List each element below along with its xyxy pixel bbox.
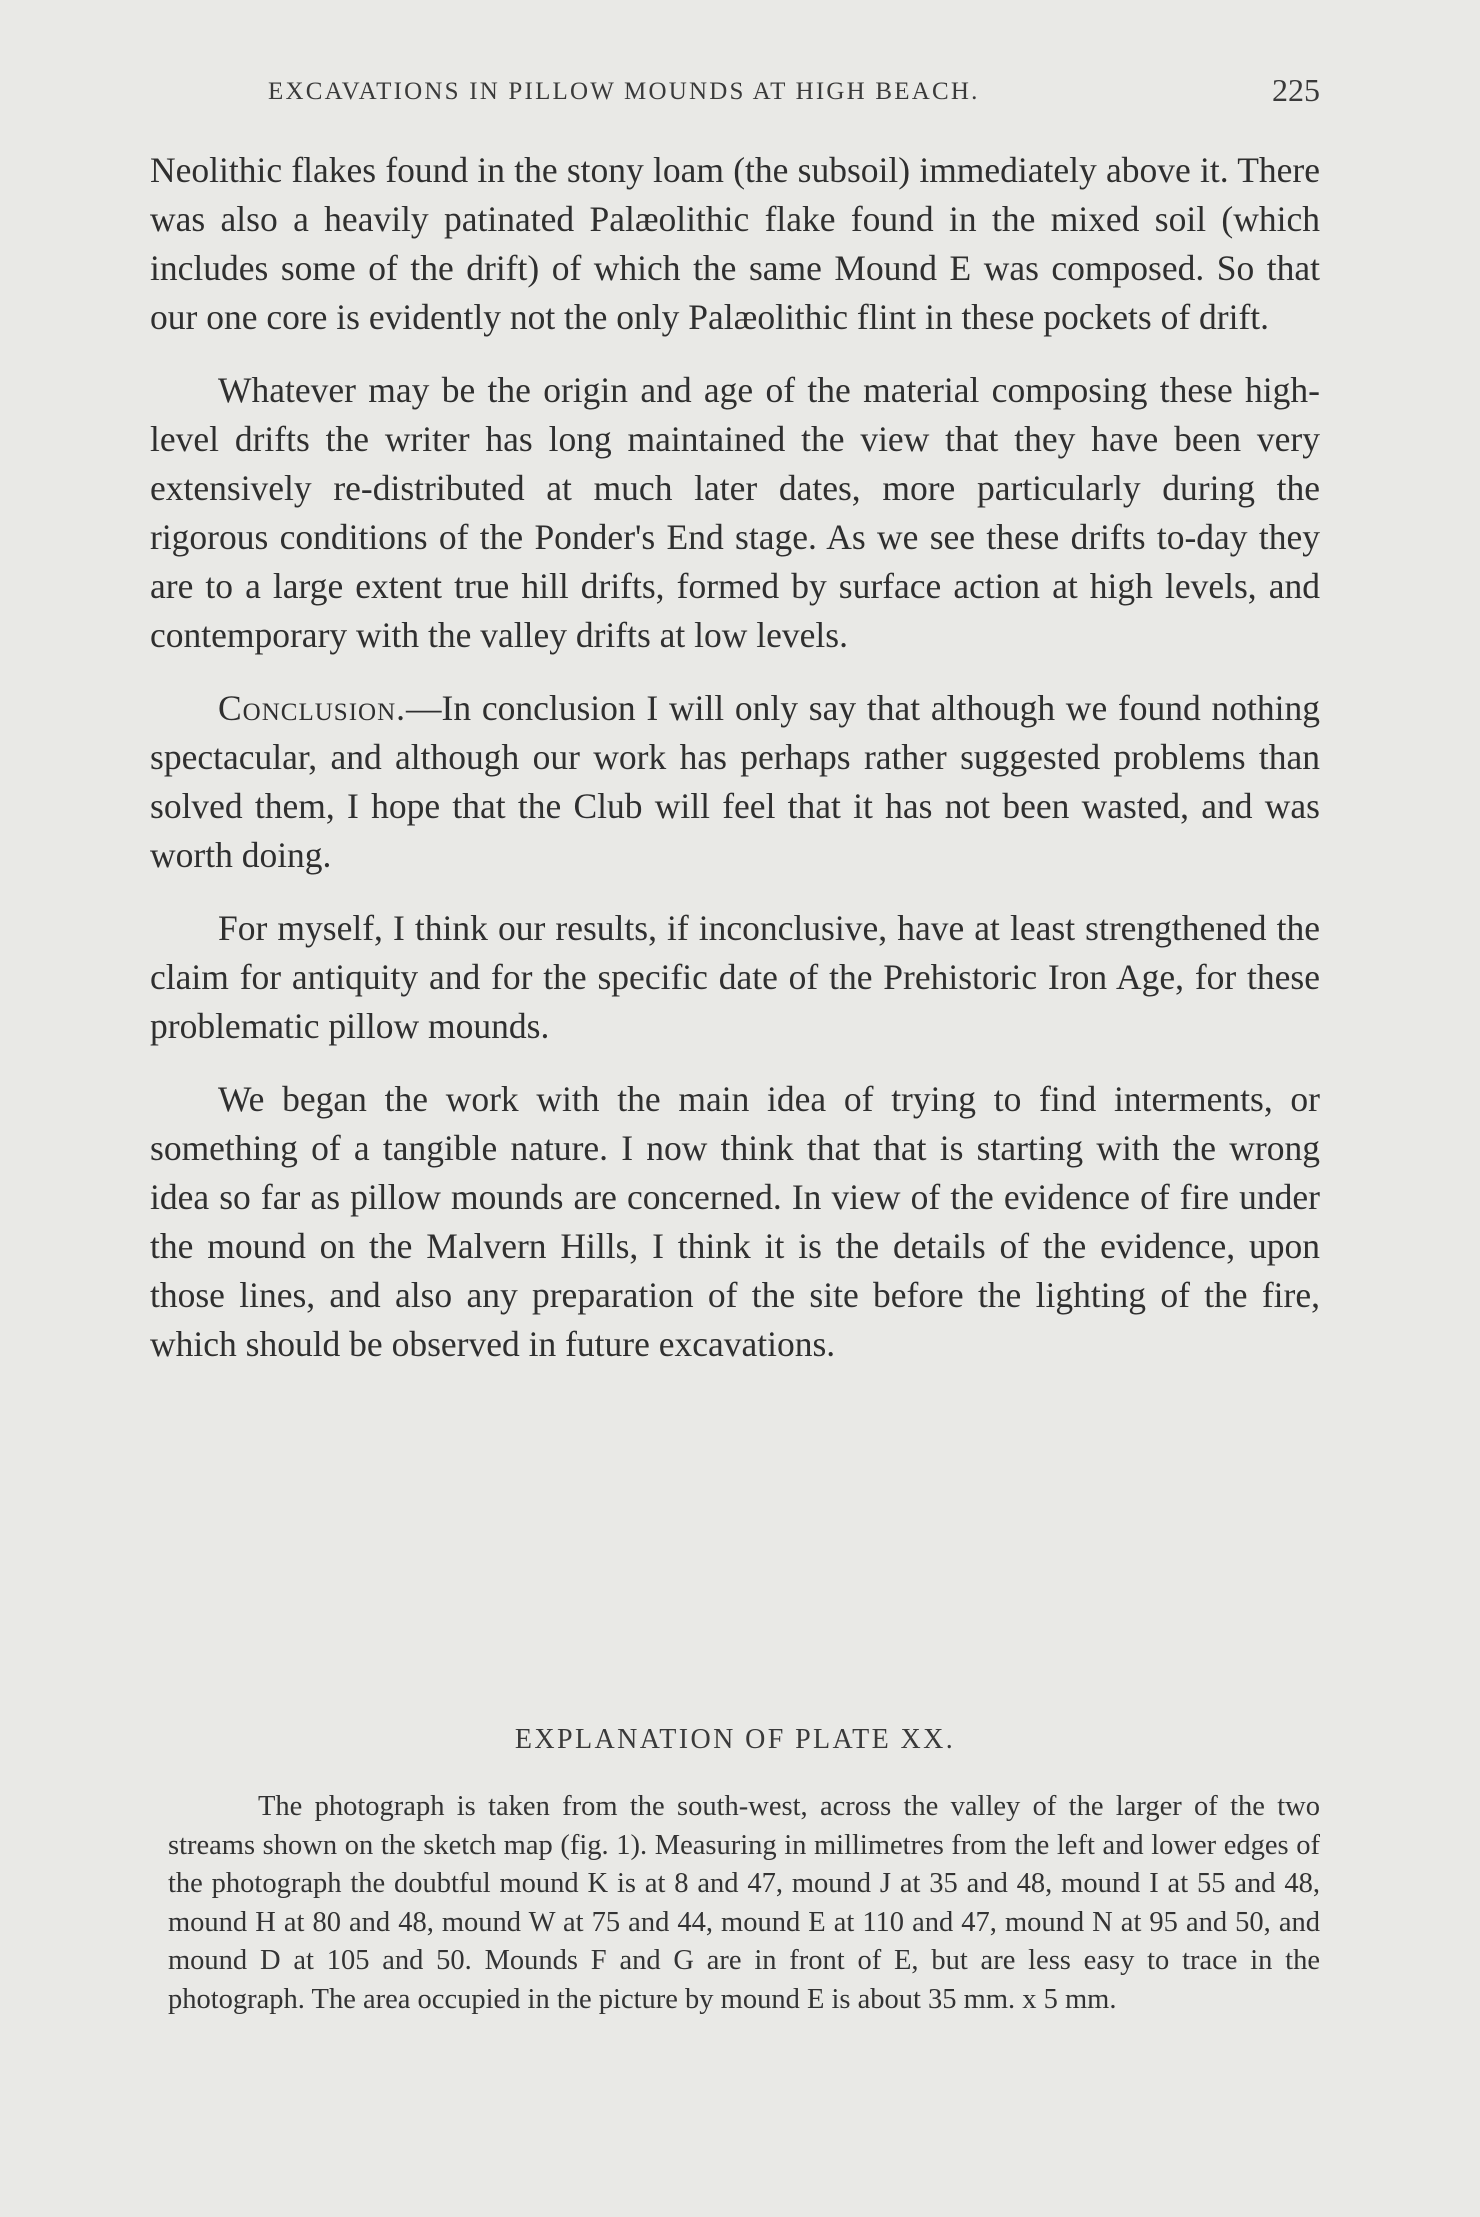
paragraph-results: For myself, I think our results, if inconclusive, have at least strengthened the claim for antiquity and for the specific date of the Prehistoric Iron Age, for these problematic pillow mounds. xyxy=(150,908,1320,1046)
paragraph-future-excavations: We began the work with the main idea of trying to find interments, or something of a tangible nature. I now think that that is starting with the wrong idea so far as pillow mounds are concerned. In view of the evidence of fire under the mound on the Malvern Hills, I think it is the details of the evidence, upon those lines, and also any preparation of the site before the lighting of the fire, which should be observed in future excavations. xyxy=(150,1079,1320,1364)
paragraph-neolithic-flakes: Neolithic flakes found in the stony loam (the subsoil) immediately above it. There was also a heavily patinated Palæolithic flake found in the mixed soil (which includes some of the drift) of which the same Mound E was composed. So that our one core is evidently not the only Palæolithic flint in these pockets of drift. xyxy=(150,150,1320,337)
body-text xyxy=(150,146,1320,1369)
plate-explanation-title: EXPLANATION OF PLATE XX. xyxy=(514,1724,956,1755)
conclusion-heading: Conclusion. xyxy=(218,688,406,728)
page-number: 225 xyxy=(1272,72,1320,108)
paragraph-high-level-drifts: Whatever may be the origin and age of the material composing these high-level drifts the writer has long maintained the view that they have been very extensively re-distributed at much later dates, more particularly during the rigorous conditions of the Ponder's End stage. As we see these drifts to-day they are to a large extent true hill drifts, formed by surface action at high levels, and contemporary with the valley drifts at low levels. xyxy=(150,370,1320,655)
plate-explanation-text: The photograph is taken from the south-west, across the valley of the larger of the two streams shown on the sketch map (fig. 1). Measuring in millimetres from the left and lower edges of the photograph the doubtful mound K is at 8 and 47, mound J at 35 and 48, mound I at 55 and 48, mound H at 80 and 48, mound W at 75 and 44, mound E at 110 and 47, mound N at 95 and 50, and mound D at 105 and 50. Mounds F and G are in front of E, but are less easy to trace in the photograph. The area occupied in the picture by mound E is about 35 mm. x 5 mm. xyxy=(168,1791,1320,2015)
conclusion-text: —In conclusion I will only say that although we found nothing spectacular, and although our work has perhaps rather suggested problems than solved them, I hope that the Club will feel that it has not been wasted, and was worth doing. xyxy=(150,688,1320,875)
page-header xyxy=(150,72,1320,118)
running-head: EXCAVATIONS IN PILLOW MOUNDS AT HIGH BEACH. xyxy=(268,78,980,105)
paragraph-conclusion xyxy=(150,684,1320,880)
